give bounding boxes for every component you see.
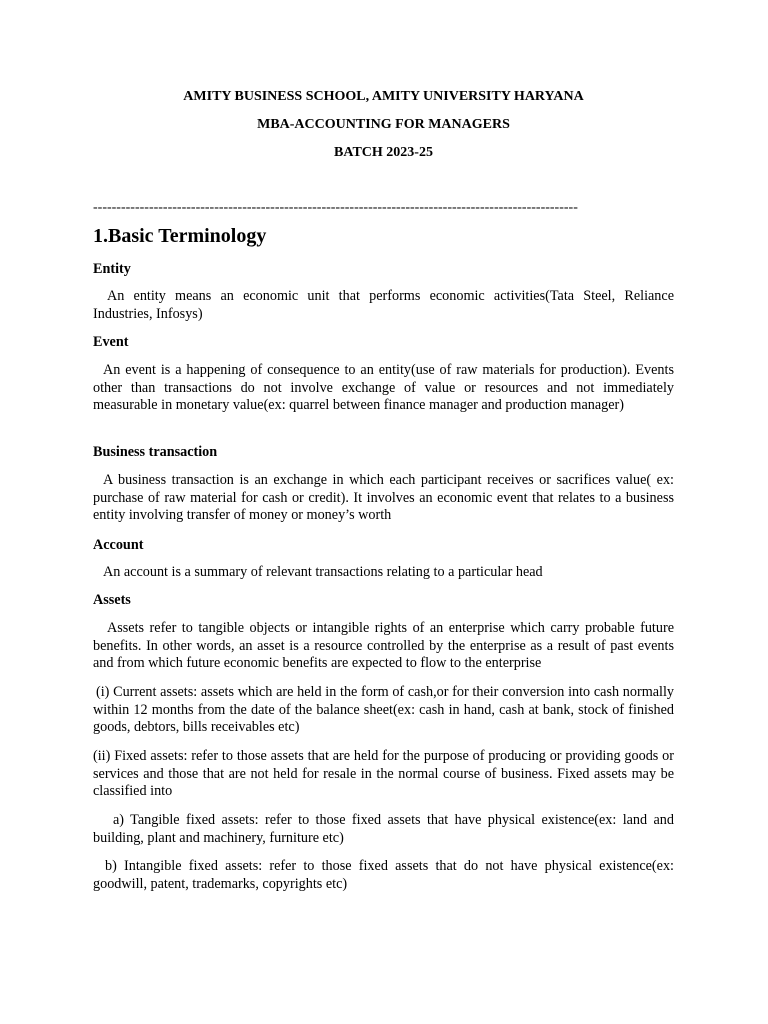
heading-business-transaction: Business transaction [93,444,218,460]
paragraph-assets: Assets refer to tangible objects or intangible rights of an enterprise which carry probable future benefits. In other words, an asset is a resource controlled by the enterprise as a result of past events and from which future economic benefits are expected to flow to the enterprise [93,620,674,671]
heading-assets: Assets [93,592,131,608]
header-course: MBA-ACCOUNTING FOR MANAGERS [257,117,510,132]
paragraph-entity: An entity means an economic unit that performs economic activities(Tata Steel, Reliance Industries, Infosys) [93,288,674,322]
paragraph-tangible-assets: a) Tangible fixed assets: refer to those fixed assets that have physical existence(ex: land and building, plant and machinery, furniture etc) [93,812,674,846]
section-title: 1.Basic Terminology [93,225,267,247]
paragraph-intangible-assets: b) Intangible fixed assets: refer to those fixed assets that do not have physical existence(ex: goodwill, patent, trademarks, copyrights etc) [93,858,674,892]
heading-entity: Entity [93,261,131,277]
paragraph-business-transaction: A business transaction is an exchange in which each participant receives or sacrifices value( ex: purchase of raw material for cash or credit). It involves an economic event that relates to a business entity involving transfer of money or money’s worth [93,472,674,523]
heading-event: Event [93,334,129,350]
separator-line: -------------------------------------------------------------------------------------------------------- [93,200,578,215]
header-batch: BATCH 2023-25 [334,145,433,160]
paragraph-event: An event is a happening of consequence to an entity(use of raw materials for production). Events other than transactions do not involve exchange of value or resources and not immediately measurable in monetary value(ex: quarrel between finance manager and production manager) [93,362,674,413]
heading-account: Account [93,537,144,553]
header-institution: AMITY BUSINESS SCHOOL, AMITY UNIVERSITY HARYANA [183,89,584,104]
paragraph-account: An account is a summary of relevant transactions relating to a particular head [103,564,543,580]
paragraph-fixed-assets: (ii) Fixed assets: refer to those assets that are held for the purpose of producing or providing goods or services and those that are not held for resale in the normal course of business. Fixed assets may be classified into [93,748,674,799]
paragraph-current-assets: (i) Current assets: assets which are held in the form of cash,or for their conversion into cash normally within 12 months from the date of the balance sheet(ex: cash in hand, cash at bank, stock of finished goods, debtors, bills receivables etc) [93,684,674,735]
